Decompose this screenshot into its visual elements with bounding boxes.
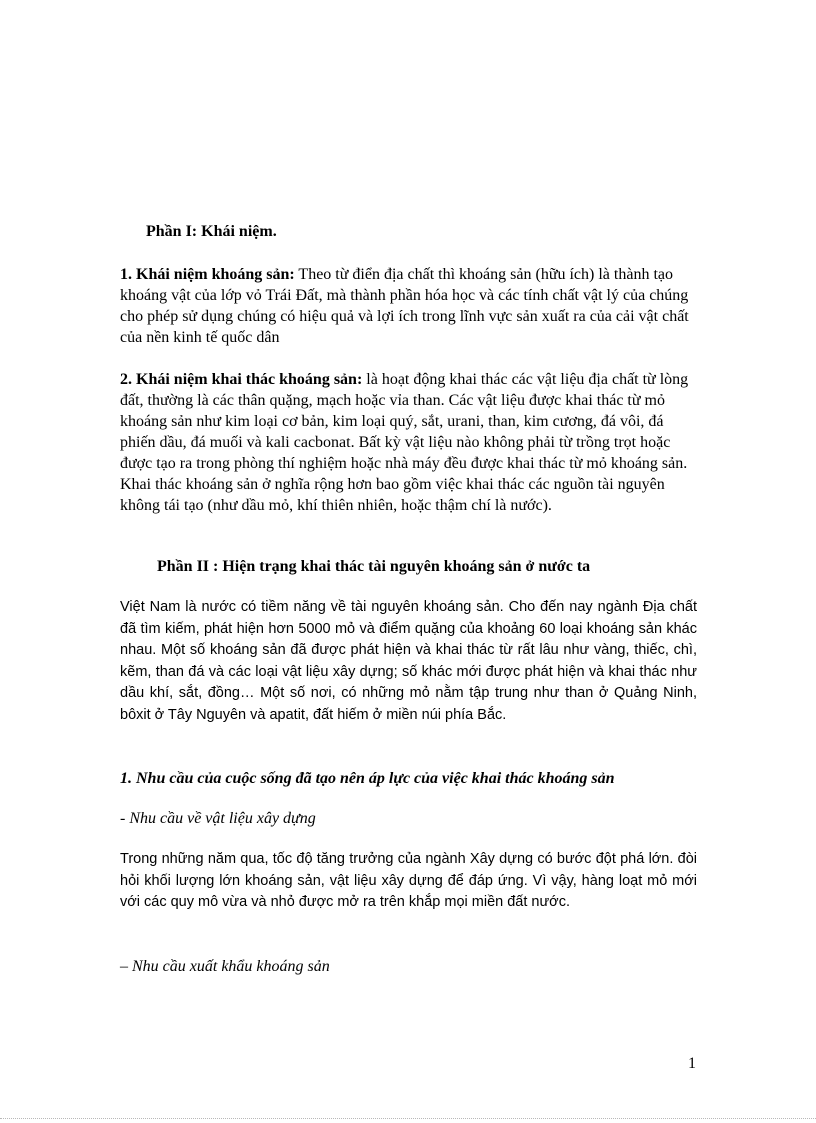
- definition-mineral-text: Theo từ điển địa chất thì khoáng sản (hữu ích) là thành tạo khoáng vật của lớp vỏ Trái Đất, mà thành phần hóa học và các tính chất vật lý của chúng cho phép sử dụng chúng có hiệu quả và lợi ích trong lĩnh vực sản xuất ra của cải vật chất của nền kinh tế quốc dân: [120, 266, 689, 346]
- page-number: 1: [688, 1055, 696, 1072]
- part1-heading: Phần I: Khái niệm.: [146, 223, 277, 240]
- part2-subheading: 1. Nhu cầu của cuộc sống đã tạo nên áp lực của việc khai thác khoáng sản: [120, 770, 615, 787]
- definition-mining-text: là hoạt động khai thác các vật liệu địa chất từ lòng đất, thường là các thân quặng, mạch hoặc vỉa than. Các vật liệu được khai thác từ mỏ khoáng sản như kim loại cơ bản, kim loại quý, sắt, urani, than, kim cương, đá vôi, đá phiến dầu, đá muối và kali cacbonat. Bất kỳ vật liệu nào không phải từ trồng trọt hoặc được tạo ra trong phòng thí nghiệm hoặc nhà máy đều được khai thác từ mỏ khoáng sản. Khai thác khoáng sản ở nghĩa rộng hơn bao gồm việc khai thác các nguồn tài nguyên không tái tạo (như dầu mỏ, khí thiên nhiên, hoặc thậm chí là nước).: [120, 371, 689, 514]
- part2-intro: Việt Nam là nước có tiềm năng về tài nguyên khoáng sản. Cho đến nay ngành Địa chất đã tìm kiếm, phát hiện hơn 5000 mỏ và điểm quặng của khoảng 60 loại khoáng sản khác nhau. Một số khoáng sản đã được phát hiện và khai thác từ rất lâu như vàng, thiếc, chì, kẽm, than đá và các loại vật liệu xây dựng; số khác mới được phát hiện và khai thác như dầu khí, sắt, đồng… Một số nơi, có những mỏ nằm tập trung như than ở Quảng Ninh, bôxit ở Tây Nguyên và apatit, đất hiếm ở miền núi phía Bắc.: [120, 599, 697, 723]
- definition-mining: [120, 369, 697, 516]
- footer-divider: [0, 1118, 816, 1119]
- part2-heading: Phần II : Hiện trạng khai thác tài nguyên khoáng sản ở nước ta: [157, 558, 591, 575]
- definition-mining-label: 2. Khái niệm khai thác khoáng sản:: [120, 371, 363, 388]
- need-construction-title: - Nhu cầu về vật liệu xây dựng: [120, 810, 316, 827]
- need-export-title: – Nhu cầu xuất khẩu khoáng sản: [120, 958, 330, 975]
- definition-mineral: [120, 264, 697, 348]
- definition-mineral-label: 1. Khái niệm khoáng sản:: [120, 266, 295, 283]
- need-construction-text: Trong những năm qua, tốc độ tăng trưởng của ngành Xây dựng có bước đột phá lớn. đòi hỏi khối lượng lớn khoáng sản, vật liệu xây dựng để đáp ứng. Vì vậy, hàng loạt mỏ mới với các quy mô vừa và nhỏ được mở ra trên khắp mọi miền đất nước.: [120, 851, 697, 910]
